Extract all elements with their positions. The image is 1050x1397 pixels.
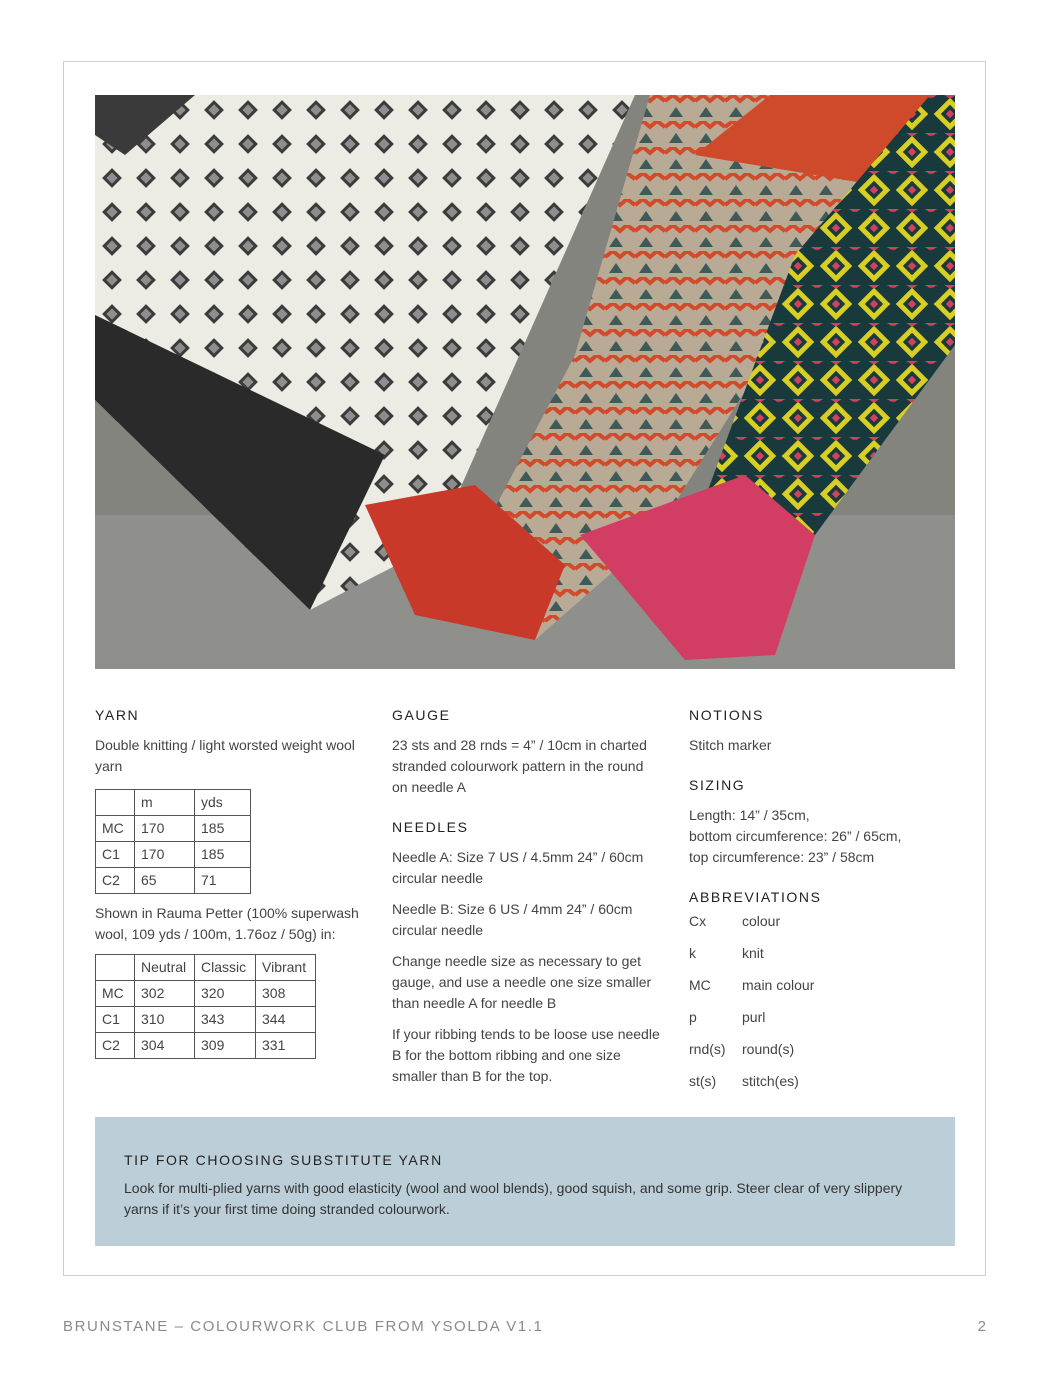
list-item xyxy=(689,1039,955,1060)
table-cell: MC xyxy=(96,981,135,1007)
table-header-cell xyxy=(96,790,135,816)
table-cell: 344 xyxy=(256,1007,316,1033)
abbreviations-heading: ABBREVIATIONS xyxy=(689,889,822,905)
table-cell: 304 xyxy=(135,1033,195,1059)
table-cell: 302 xyxy=(135,981,195,1007)
list-item xyxy=(689,1071,955,1092)
table-cell: 170 xyxy=(135,842,195,868)
abbreviation-term: Cx xyxy=(689,913,707,929)
table-cell: 308 xyxy=(256,981,316,1007)
abbreviation-meaning: colour xyxy=(742,913,781,929)
needle-a-text: Needle A: Size 7 US / 4.5mm 24” / 60cm circular needle xyxy=(392,849,644,886)
needle-change-text: Change needle size as necessary to get gauge, and use a needle one size smaller than needle A for needle B xyxy=(392,953,652,1011)
abbreviation-meaning: main colour xyxy=(742,977,815,993)
footer-title: BRUNSTANE – COLOURWORK CLUB FROM YSOLDA V1.1 xyxy=(63,1318,544,1335)
sizing-top: top circumference: 23” / 58cm xyxy=(689,849,875,865)
table-header-cell: Vibrant xyxy=(256,955,316,981)
table-header-row xyxy=(96,790,251,816)
table-cell: C1 xyxy=(96,842,135,868)
table-cell: 309 xyxy=(195,1033,256,1059)
yarn-heading: YARN xyxy=(95,707,140,723)
gauge-heading: GAUGE xyxy=(392,707,451,723)
abbreviation-term: st(s) xyxy=(689,1073,717,1089)
needles-heading: NEEDLES xyxy=(392,819,469,835)
table-row xyxy=(96,816,251,842)
abbreviation-term: MC xyxy=(689,977,711,993)
tip-heading: TIP FOR CHOOSING SUBSTITUTE YARN xyxy=(124,1152,443,1168)
list-item xyxy=(689,911,955,932)
yarn-quantity-table xyxy=(95,789,251,894)
list-item xyxy=(689,943,955,964)
table-header-cell: Neutral xyxy=(135,955,195,981)
needle-b-text: Needle B: Size 6 US / 4mm 24” / 60cm circular needle xyxy=(392,901,633,938)
yarn-colour-table xyxy=(95,954,316,1059)
table-cell: C1 xyxy=(96,1007,135,1033)
list-item xyxy=(689,975,955,996)
ribbing-text: If your ribbing tends to be loose use needle B for the bottom ribbing and one size smaller than B for the top. xyxy=(392,1026,660,1084)
page-number: 2 xyxy=(977,1318,986,1335)
knitted-mittens-photo xyxy=(95,95,955,669)
photo-illustration xyxy=(95,95,955,669)
table-header-cell xyxy=(96,955,135,981)
table-row xyxy=(96,868,251,894)
sizing-length: Length: 14” / 35cm, xyxy=(689,807,810,823)
yarn-description: Double knitting / light worsted weight wool yarn xyxy=(95,737,355,774)
table-header-row xyxy=(96,955,316,981)
abbreviation-term: p xyxy=(689,1009,697,1025)
table-row xyxy=(96,842,251,868)
abbreviations-list xyxy=(689,911,955,1092)
abbreviation-term: k xyxy=(689,945,696,961)
yarn-section xyxy=(95,705,365,1059)
gauge-needles-section xyxy=(392,705,662,1087)
table-cell: MC xyxy=(96,816,135,842)
table-header-cell: m xyxy=(135,790,195,816)
shown-in-text: Shown in Rauma Petter (100% superwash wool, 109 yds / 100m, 1.76oz / 50g) in: xyxy=(95,905,359,942)
abbreviation-meaning: knit xyxy=(742,945,764,961)
sizing-heading: SIZING xyxy=(689,777,746,793)
abbreviation-meaning: round(s) xyxy=(742,1041,795,1057)
table-cell: 185 xyxy=(195,816,251,842)
abbreviation-term: rnd(s) xyxy=(689,1041,726,1057)
table-cell: 185 xyxy=(195,842,251,868)
table-cell: C2 xyxy=(96,868,135,894)
notions-heading: NOTIONS xyxy=(689,707,764,723)
sizing-bottom: bottom circumference: 26” / 65cm, xyxy=(689,828,902,844)
abbreviation-meaning: purl xyxy=(742,1009,766,1025)
table-header-cell: Classic xyxy=(195,955,256,981)
table-cell: 343 xyxy=(195,1007,256,1033)
notions-text: Stitch marker xyxy=(689,737,772,753)
list-item xyxy=(689,1007,955,1028)
table-header-cell: yds xyxy=(195,790,251,816)
gauge-text: 23 sts and 28 rnds = 4” / 10cm in charted stranded colourwork pattern in the round on needle A xyxy=(392,737,647,795)
tip-box xyxy=(95,1117,955,1246)
table-cell: 320 xyxy=(195,981,256,1007)
tip-text: Look for multi-plied yarns with good elasticity (wool and wool blends), good squish, and some grip. Steer clear of very slippery yarns if it’s your first time doing stranded colourwork. xyxy=(124,1180,903,1217)
table-cell: 170 xyxy=(135,816,195,842)
table-cell: 331 xyxy=(256,1033,316,1059)
table-cell: 310 xyxy=(135,1007,195,1033)
table-row xyxy=(96,1007,316,1033)
table-row xyxy=(96,981,316,1007)
table-row xyxy=(96,1033,316,1059)
table-cell: 65 xyxy=(135,868,195,894)
table-cell: 71 xyxy=(195,868,251,894)
notions-sizing-section xyxy=(689,705,955,1103)
page-footer xyxy=(63,1318,986,1335)
abbreviation-meaning: stitch(es) xyxy=(742,1073,799,1089)
table-cell: C2 xyxy=(96,1033,135,1059)
